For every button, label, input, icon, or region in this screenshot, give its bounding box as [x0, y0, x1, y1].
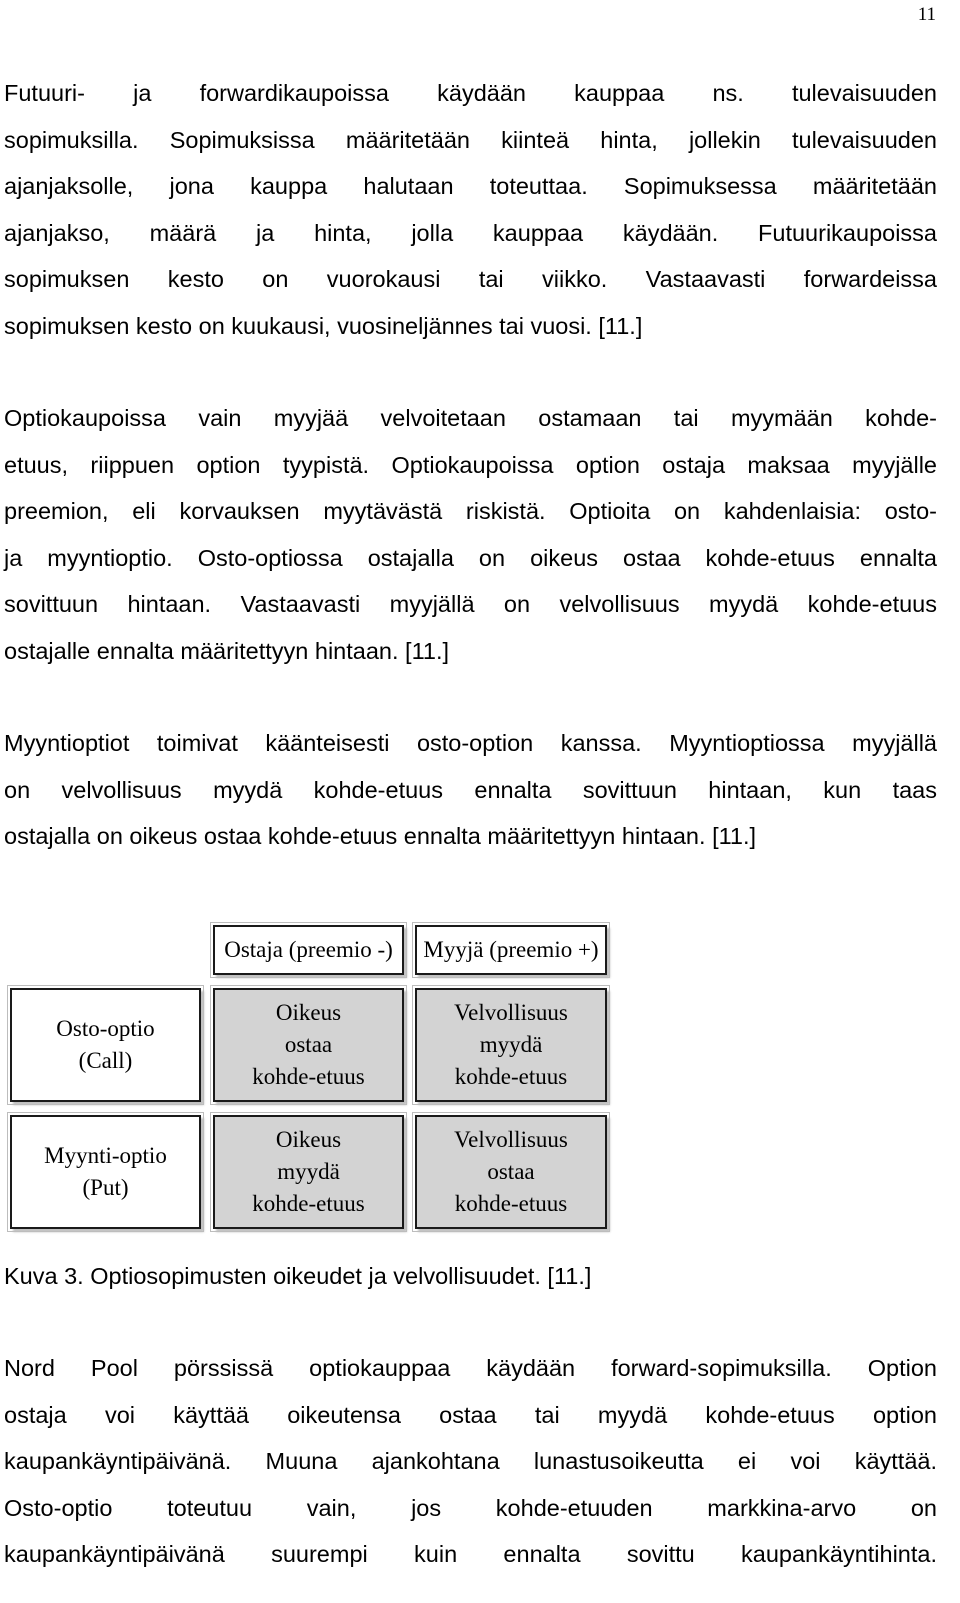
- cell-call-seller: [415, 988, 607, 1102]
- row-label-line: (Call): [78, 1048, 133, 1073]
- text-line: ostajalla on oikeus ostaa kohde-etuus ennalta määritettyyn hintaan. [11.]: [4, 823, 757, 850]
- text-line: kaupankäyntipäivänä suurempi kuin ennalta sovittu kaupankäyntihinta.: [4, 1541, 937, 1568]
- text-line: Nord Pool pörssissä optiokauppaa käydään forward-sopimuksilla. Option: [4, 1355, 937, 1381]
- row-label-line: Osto-optio: [56, 1016, 155, 1041]
- cell-line: myydä: [277, 1159, 340, 1184]
- text-line: ja myyntioptio. Osto-optiossa ostajalla on oikeus ostaa kohde-etuus ennalta: [4, 544, 937, 571]
- cell-call-buyer: [213, 988, 404, 1102]
- cell-line: kohde-etuus: [454, 1191, 568, 1216]
- figure-caption: Kuva 3. Optiosopimusten oikeudet ja velvollisuudet. [11.]: [4, 1263, 592, 1289]
- cell-line: Velvollisuus: [454, 1000, 568, 1025]
- cell-line: Velvollisuus: [454, 1127, 568, 1152]
- text-line: ostaja voi käyttää oikeutensa ostaa tai myydä kohde-etuus option: [4, 1401, 937, 1428]
- row-label-line: Myynti-optio: [44, 1143, 167, 1168]
- cell-line: kohde-etuus: [252, 1064, 365, 1089]
- paragraph-put-options: [4, 720, 937, 860]
- text-line: ostajalle ennalta määritettyyn hintaan. [11.]: [4, 637, 450, 664]
- cell-line: ostaa: [284, 1032, 333, 1057]
- paragraph-options: [4, 395, 937, 675]
- text-line: on velvollisuus myydä kohde-etuus ennalta sovittuun hintaan, kun taas: [4, 776, 937, 803]
- text-line: kaupankäyntipäivänä. Muuna ajankohtana lunastusoikeutta ei voi käyttää.: [4, 1448, 937, 1475]
- cell-put-seller: [415, 1115, 607, 1229]
- header-seller: [415, 925, 607, 975]
- text-line: Myyntioptiot toimivat käänteisesti osto-option kanssa. Myyntioptiossa myyjällä: [4, 730, 937, 756]
- paragraph-futures: [4, 70, 937, 350]
- row-label-line: (Put): [82, 1175, 129, 1200]
- cell-line: Oikeus: [275, 1000, 342, 1025]
- header-buyer-label: Ostaja (preemio -): [224, 937, 393, 962]
- text-line: sovittuun hintaan. Vastaavasti myyjällä on velvollisuus myydä kohde-etuus: [4, 591, 937, 618]
- cell-line: Oikeus: [275, 1127, 342, 1152]
- text-line: Futuuri- ja forwardikaupoissa käydään kauppaa ns. tulevaisuuden: [4, 80, 937, 106]
- header-buyer: [213, 925, 404, 975]
- cell-line: kohde-etuus: [252, 1191, 365, 1216]
- row-label-put: [10, 1115, 201, 1229]
- cell-line: myydä: [479, 1032, 543, 1057]
- page-number: 11: [917, 4, 936, 25]
- cell-line: ostaa: [487, 1159, 535, 1184]
- cell-line: kohde-etuus: [454, 1064, 568, 1089]
- cell-put-buyer: [213, 1115, 404, 1229]
- text-line: ajanjakso, määrä ja hinta, jolla kauppaa käydään. Futuurikaupoissa: [4, 219, 937, 246]
- header-seller-label: Myyjä (preemio +): [423, 937, 599, 962]
- text-line: sopimuksen kesto on vuorokausi tai viikko. Vastaavasti forwardeissa: [4, 266, 937, 293]
- text-line: Optiokaupoissa vain myyjää velvoitetaan ostamaan tai myymään kohde-: [4, 405, 937, 431]
- text-line: preemion, eli korvauksen myytävästä riskistä. Optioita on kahdenlaisia: osto-: [4, 498, 937, 525]
- text-line: Osto-optio toteutuu vain, jos kohde-etuuden markkina-arvo on: [4, 1494, 937, 1521]
- text-line: ajanjaksolle, jona kauppa halutaan toteuttaa. Sopimuksessa määritetään: [4, 173, 937, 200]
- text-line: sopimuksen kesto on kuukausi, vuosineljännes tai vuosi. [11.]: [4, 312, 643, 339]
- text-line: sopimuksilla. Sopimuksissa määritetään kiinteä hinta, jollekin tulevaisuuden: [4, 126, 937, 153]
- paragraph-nord-pool: [4, 1345, 937, 1578]
- text-line: etuus, riippuen option tyypistä. Optiokaupoissa option ostaja maksaa myyjälle: [4, 451, 937, 478]
- row-label-call: [10, 988, 201, 1102]
